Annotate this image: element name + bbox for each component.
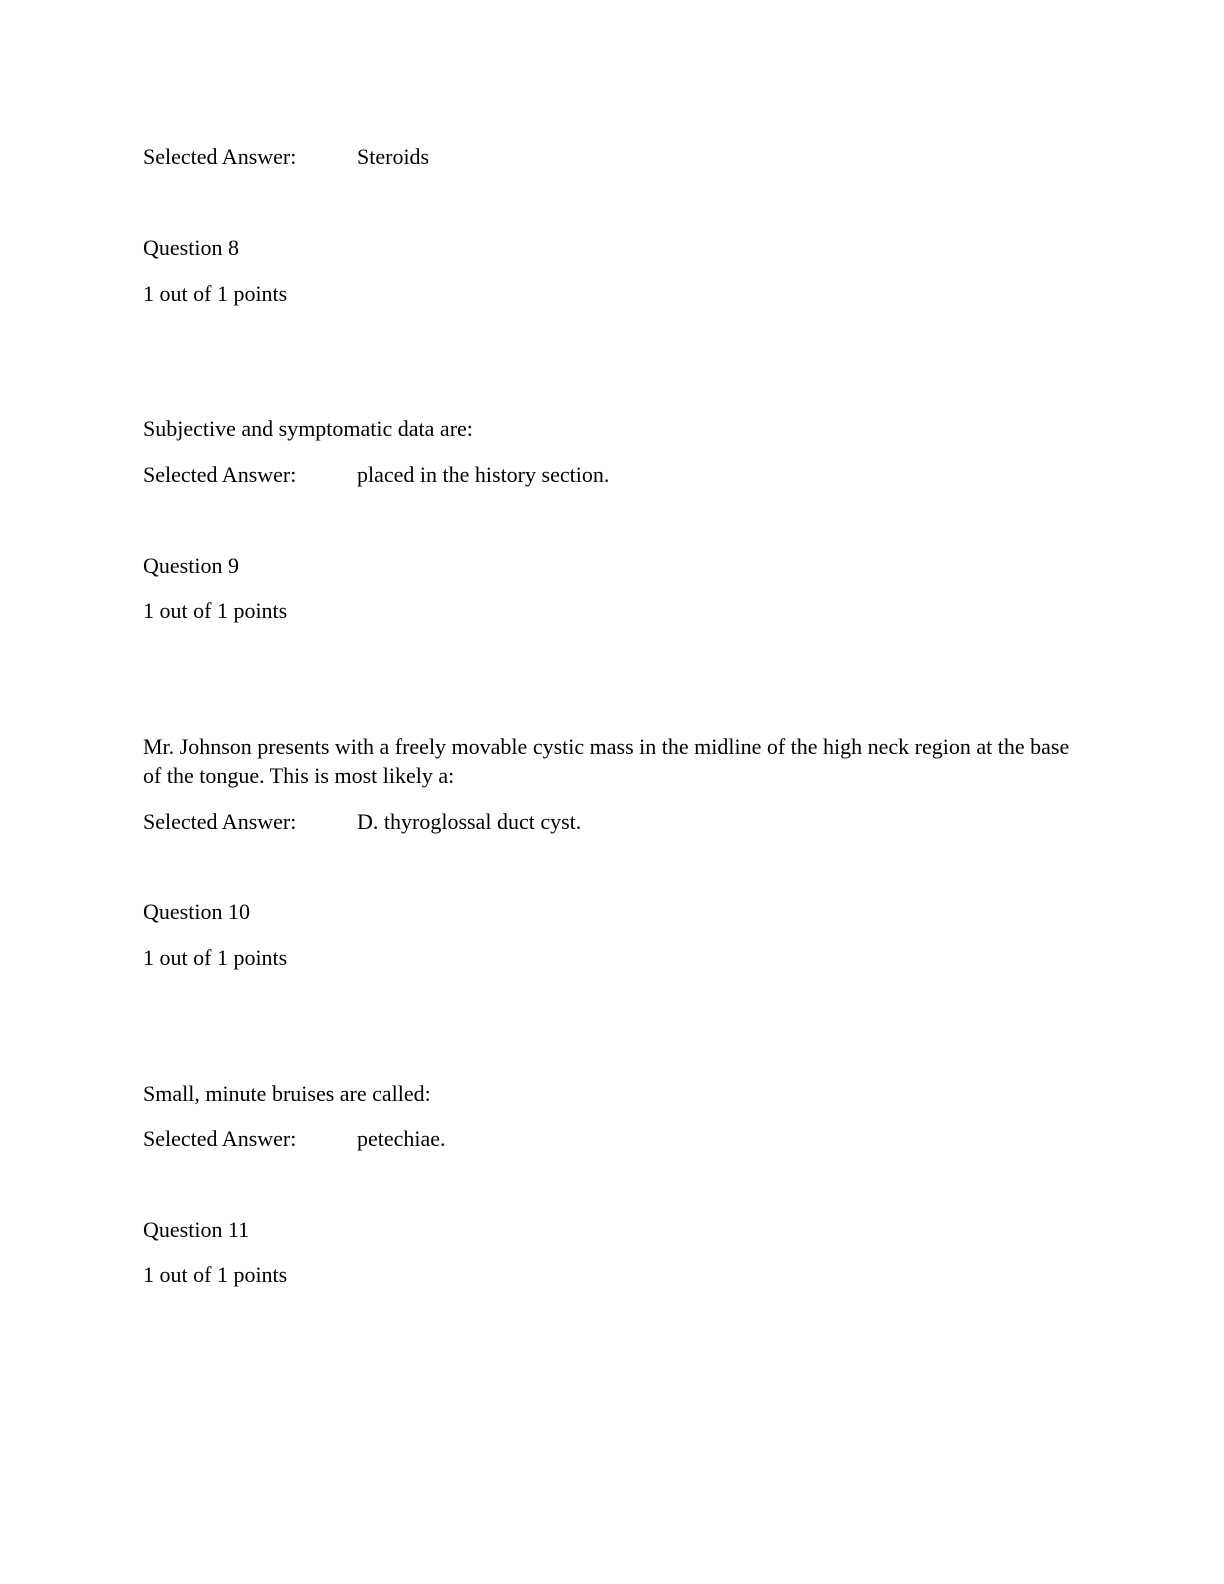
q10-answer-value: petechiae. [357, 1126, 446, 1151]
q8-title: Question 8 [143, 235, 239, 260]
q10-title: Question 10 [143, 899, 250, 924]
q8-answer-value: placed in the history section. [357, 462, 610, 487]
q10-prompt: Small, minute bruises are called: [143, 1081, 431, 1106]
q8-answer-label: Selected Answer: [143, 462, 297, 487]
q7-answer-value: Steroids [357, 144, 430, 169]
q8-points: 1 out of 1 points [143, 281, 288, 306]
q9-answer-value: D. thyroglossal duct cyst. [357, 809, 582, 834]
q10-answer-row [143, 1124, 446, 1153]
q11-points: 1 out of 1 points [143, 1262, 288, 1287]
q8-answer-row [143, 460, 609, 489]
q9-points: 1 out of 1 points [143, 598, 288, 623]
q9-answer-row [143, 807, 581, 836]
q9-title: Question 9 [143, 553, 239, 578]
q7-answer-row [143, 142, 429, 171]
q8-prompt: Subjective and symptomatic data are: [143, 416, 473, 441]
q11-title: Question 11 [143, 1217, 250, 1242]
q10-answer-label: Selected Answer: [143, 1126, 297, 1151]
q7-answer-label: Selected Answer: [143, 144, 297, 169]
q10-points: 1 out of 1 points [143, 945, 288, 970]
q9-answer-label: Selected Answer: [143, 809, 297, 834]
q9-prompt: Mr. Johnson presents with a freely movable cystic mass in the midline of the high neck region at the base of the tongue. This is most likely a: [143, 734, 1070, 788]
